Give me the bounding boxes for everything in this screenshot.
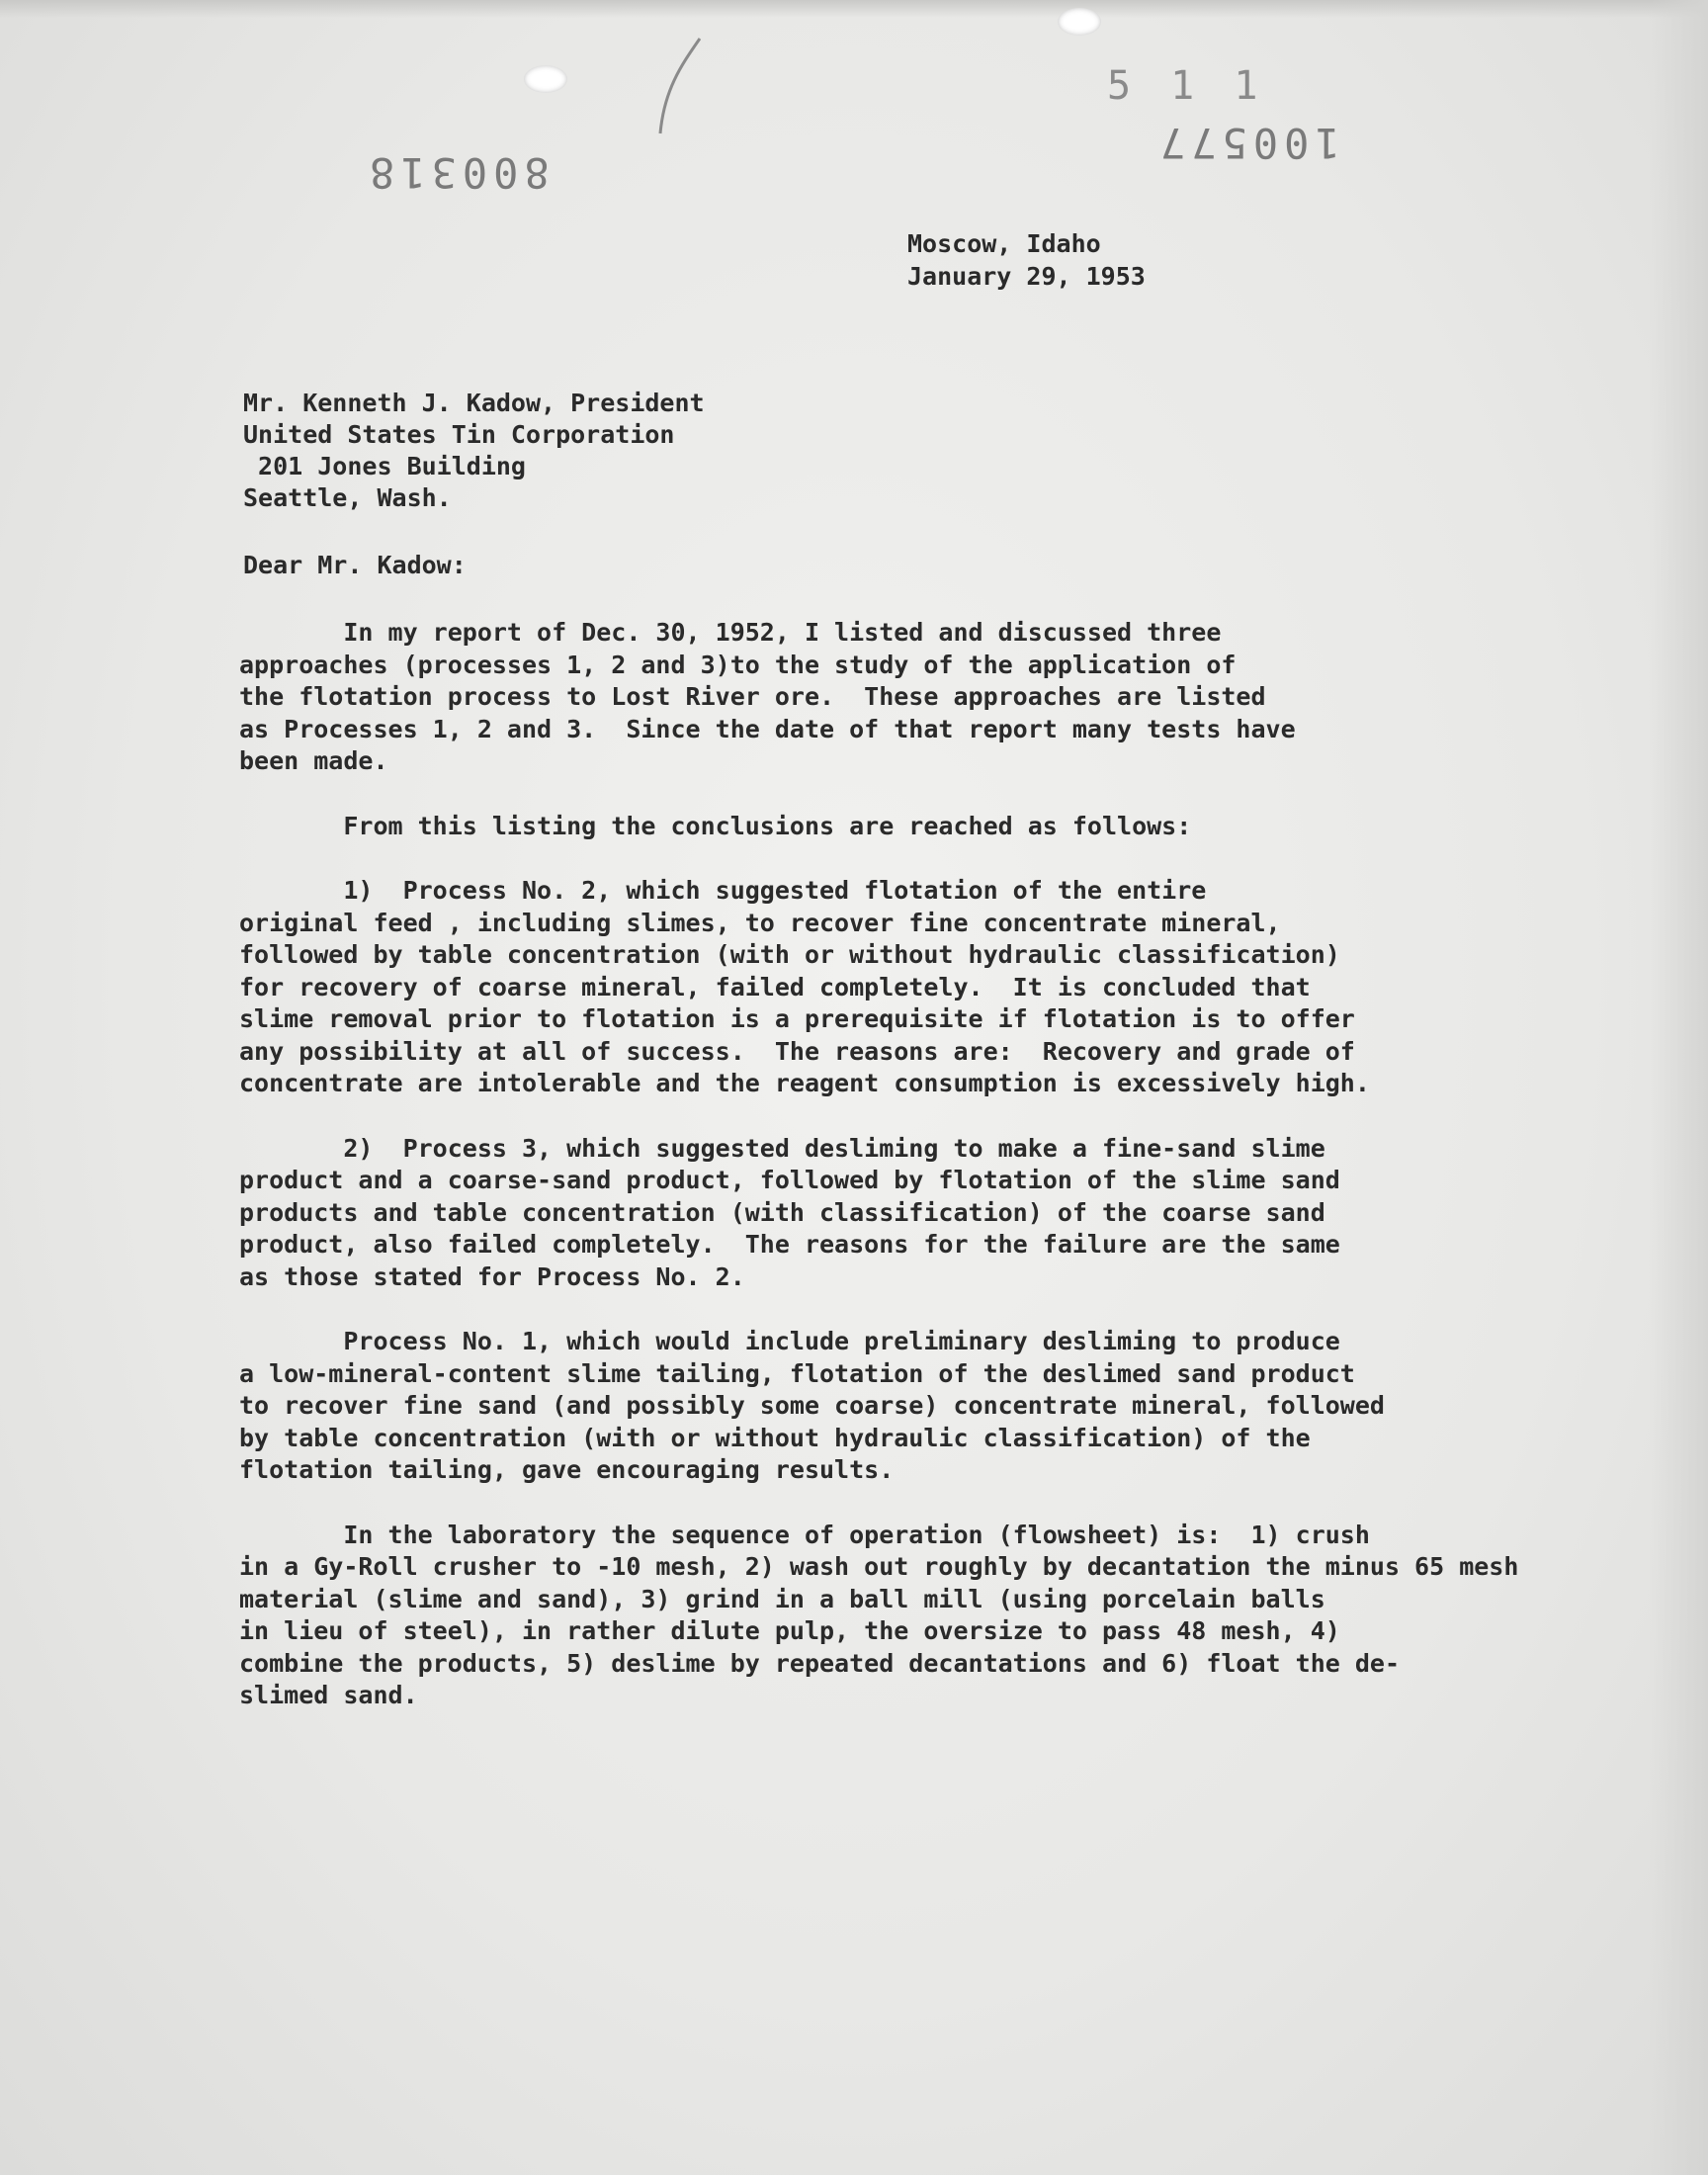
letter-heading [907, 227, 1146, 293]
inside-address [243, 388, 705, 514]
salutation: Dear Mr. Kadow: [243, 551, 467, 579]
letter-body [239, 617, 1524, 1745]
scan-edge [0, 0, 1708, 18]
punch-hole [524, 65, 567, 93]
paragraph: 2) Process 3, which suggested desliming to make a fine-sand slime product and a coarse-sand product, followed by flotation of the slime sand products and table concentration (with classification) of the coarse sand product, also failed completely. The reasons for the failure are the same as those stated for Process No. 2. [239, 1133, 1340, 1291]
address-line: United States Tin Corporation [243, 420, 675, 449]
paragraph: From this listing the conclusions are reached as follows: [239, 811, 1192, 840]
paragraph: In the laboratory the sequence of operation (flowsheet) is: 1) crush in a Gy-Roll crusher to -10 mesh, 2) wash out roughly by decantation the minus 65 mesh material (slime and sand), 3) grind in a ball mill (using porcelain balls in lieu of steel), in rather dilute pulp, the oversize to pass 48 mesh, 4) combine the products, 5) deslime by repeated decantations and 6) float the de- slimed sand. [239, 1520, 1519, 1709]
pencil-mark-icon [642, 35, 712, 143]
paragraph: Process No. 1, which would include preliminary desliming to produce a low-mineral-content slime tailing, flotation of the deslimed sand product to recover fine sand (and possibly some coarse) concentrate mineral, followed by table concentration (with or without hydraulic classification) of the flotation tailing, gave encouraging results. [239, 1327, 1385, 1484]
stamp-number-right: 100577 [1154, 119, 1340, 167]
address-line: Seattle, Wash. [243, 483, 452, 512]
stamp-number-left: 800318 [364, 148, 550, 197]
letter-place: Moscow, Idaho [907, 229, 1101, 258]
paragraph: In my report of Dec. 30, 1952, I listed and discussed three approaches (processes 1, 2 and 3)to the study of the application of the flotation process to Lost River ore. These approaches are listed as Processes 1, 2 and 3. Since the date of that report many tests have been made. [239, 618, 1296, 775]
scan-side-shadow [1649, 0, 1708, 2175]
address-line: Mr. Kenneth J. Kadow, President [243, 389, 705, 417]
stamp-partial: 5 1 1 [1107, 63, 1266, 109]
punch-hole [1058, 8, 1101, 36]
paragraph: 1) Process No. 2, which suggested flotation of the entire original feed , including slimes, to recover fine concentrate mineral, followed by table concentration (with or without hydraulic classification) for recovery of coarse mineral, failed completely. It is concluded that slime removal prior to flotation is a prerequisite if flotation is to offer any possibility at all of success. The reasons are: Recovery and grade of concentrate are intolerable and the reagent consumption is excessively high. [239, 876, 1370, 1097]
letter-date: January 29, 1953 [907, 262, 1146, 291]
address-line: 201 Jones Building [243, 452, 526, 480]
